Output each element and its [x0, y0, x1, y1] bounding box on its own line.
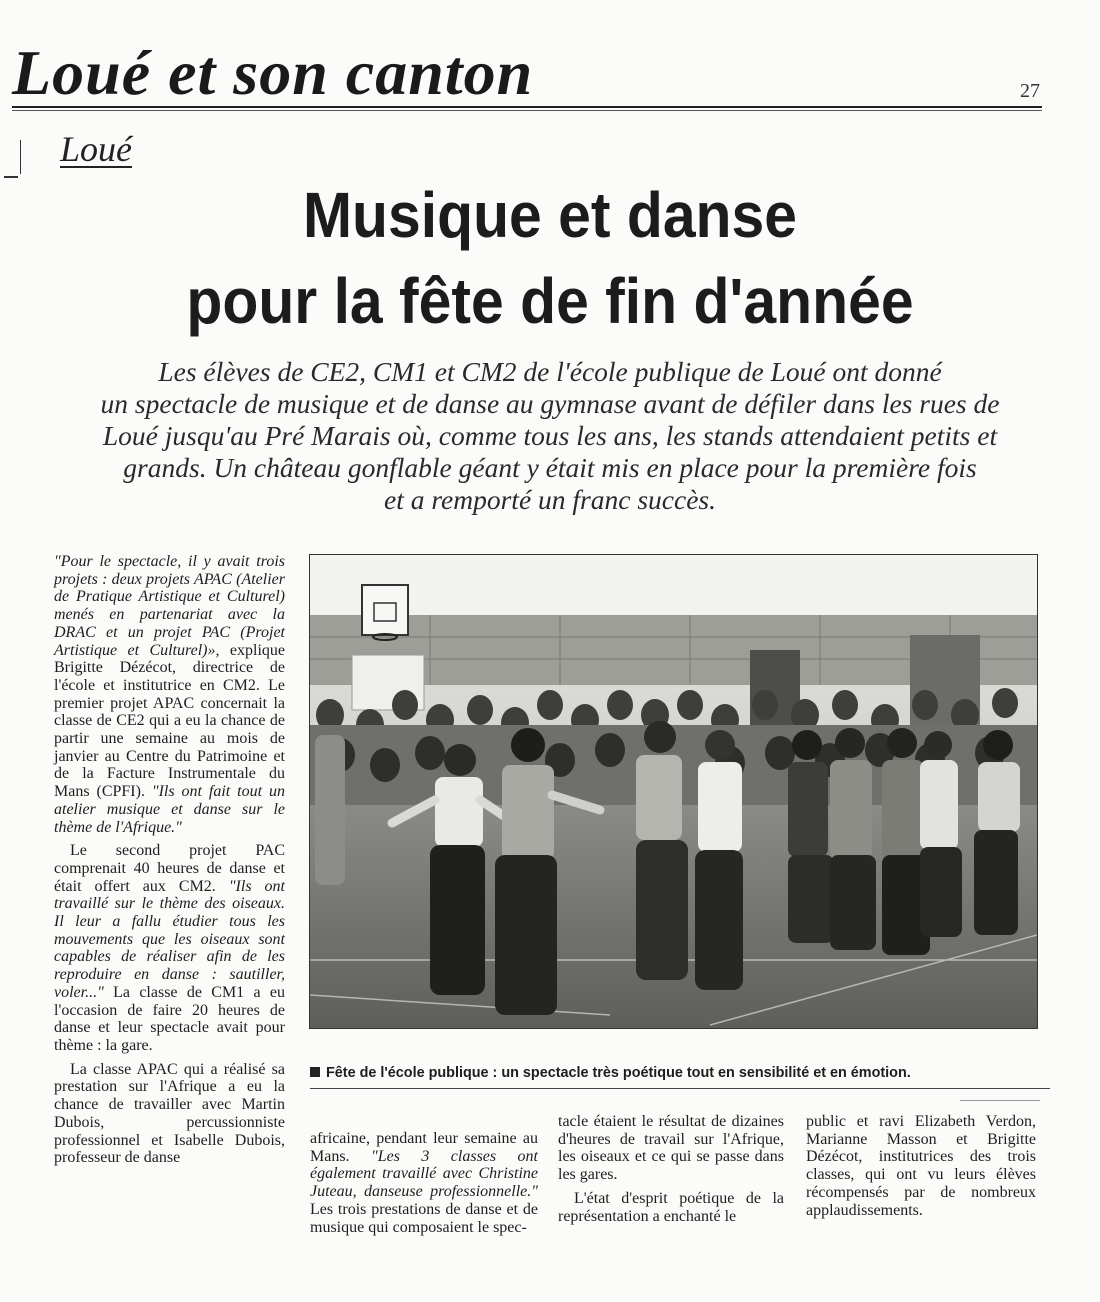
- paragraph: public et ravi Elizabeth Verdon, Marianne Masson et Brigitte Dézécot, institutrices des trois classes, qui ont vu leurs élèves récompensés par de nombreux applaudissements.: [806, 1113, 1036, 1219]
- paragraph: L'état d'esprit poétique de la représentation a enchanté le: [558, 1189, 784, 1225]
- caption-text: Fête de l'école publique : un spectacle très poétique tout en sensibilité et en émotion.: [326, 1065, 911, 1081]
- body-text: Le second projet PAC comprenait 40 heures de danse et était offert aux CM2.: [54, 842, 285, 895]
- masthead-rule: [12, 106, 1042, 108]
- article-column-left: [54, 553, 285, 1167]
- paragraph: [54, 553, 285, 836]
- caption-rule: [310, 1088, 1050, 1089]
- page-number: 27: [1020, 80, 1040, 102]
- lede-line: un spectacle de musique et de danse au gymnase avant de défiler dans les rues de: [100, 388, 1000, 419]
- caption-bullet-icon: [310, 1067, 320, 1077]
- paragraph: [310, 1130, 538, 1236]
- masthead-title: Loué et son canton: [12, 37, 534, 108]
- quote: "Ils ont fait tout un atelier musique et danse sur le thème de l'Afrique.": [54, 783, 285, 836]
- article-column-bottom-1: [310, 1130, 538, 1236]
- article-photo: [309, 554, 1038, 1029]
- lede-line: grands. Un château gonflable géant y était mis en place pour la première fois: [123, 452, 977, 483]
- margin-mark: [20, 140, 21, 174]
- body-text: explique Brigitte Dézécot, directrice de l'école et institutrice en CM2. Le premier projet APAC concernait la classe de CE2 qui a eu la chance de partir une semaine au mois de janvier au Centre du Patrimoine et de la Facture Instrumentale du Mans (CPFI).: [54, 641, 285, 801]
- lede-line: Loué jusqu'au Pré Marais où, comme tous les ans, les stands attendaient petits et: [102, 420, 998, 451]
- headline-line-2: pour la fête de fin d'année: [186, 265, 914, 337]
- article-lede: [60, 356, 1040, 516]
- masthead-rule-thin: [12, 110, 1042, 111]
- headline-line-1: Musique et danse: [302, 179, 798, 251]
- section-label: Loué: [60, 129, 132, 169]
- body-text: Les trois prestations de danse et de musique qui composaient le spec-: [310, 1200, 538, 1236]
- quote: "Pour le spectacle, il y avait trois projets : deux projets APAC (Atelier de Pratique Artistique et Culturel) menés en partenariat avec la DRAC et un projet PAC (Projet Artistique et Culturel)»,: [54, 553, 285, 659]
- article-column-bottom-2: [558, 1113, 784, 1225]
- quote: "Les 3 classes ont également travaillé avec Christine Juteau, danseuse professionnelle.": [310, 1147, 538, 1201]
- photo-children-dancing-icon: [310, 555, 1037, 1028]
- paragraph: tacle étaient le résultat de dizaines d'heures de travail sur l'Afrique, les oiseaux et ce qui se passe dans les gares.: [558, 1113, 784, 1184]
- lede-line: et a remporté un franc succès.: [384, 484, 716, 515]
- article-column-bottom-3: [806, 1113, 1036, 1219]
- margin-mark: [4, 176, 18, 178]
- paragraph: [54, 842, 285, 1054]
- article-headline: [81, 172, 1019, 344]
- photo-caption: [310, 1064, 1050, 1082]
- body-text: La classe de CM1 a eu l'occasion de faire 20 heures de danse et leur spectacle avait pour thème : la gare.: [54, 983, 285, 1054]
- lede-line: Les élèves de CE2, CM1 et CM2 de l'école publique de Loué ont donné: [158, 356, 942, 387]
- quote: "Ils ont travaillé sur le thème des oiseaux. Il leur a fallu étudier tous les mouvements que les oiseaux sont capables de réaliser afin de les reproduire en danse : sautiller, voler...": [54, 877, 286, 1001]
- caption-rule-short: [960, 1100, 1040, 1101]
- paragraph: La classe APAC qui a réalisé sa prestation sur l'Afrique a eu la chance de travailler avec Martin Dubois, percussionniste professionnel et Isabelle Dubois, professeur de danse: [54, 1060, 285, 1167]
- body-text: africaine, pendant leur semaine au Mans.: [310, 1130, 538, 1165]
